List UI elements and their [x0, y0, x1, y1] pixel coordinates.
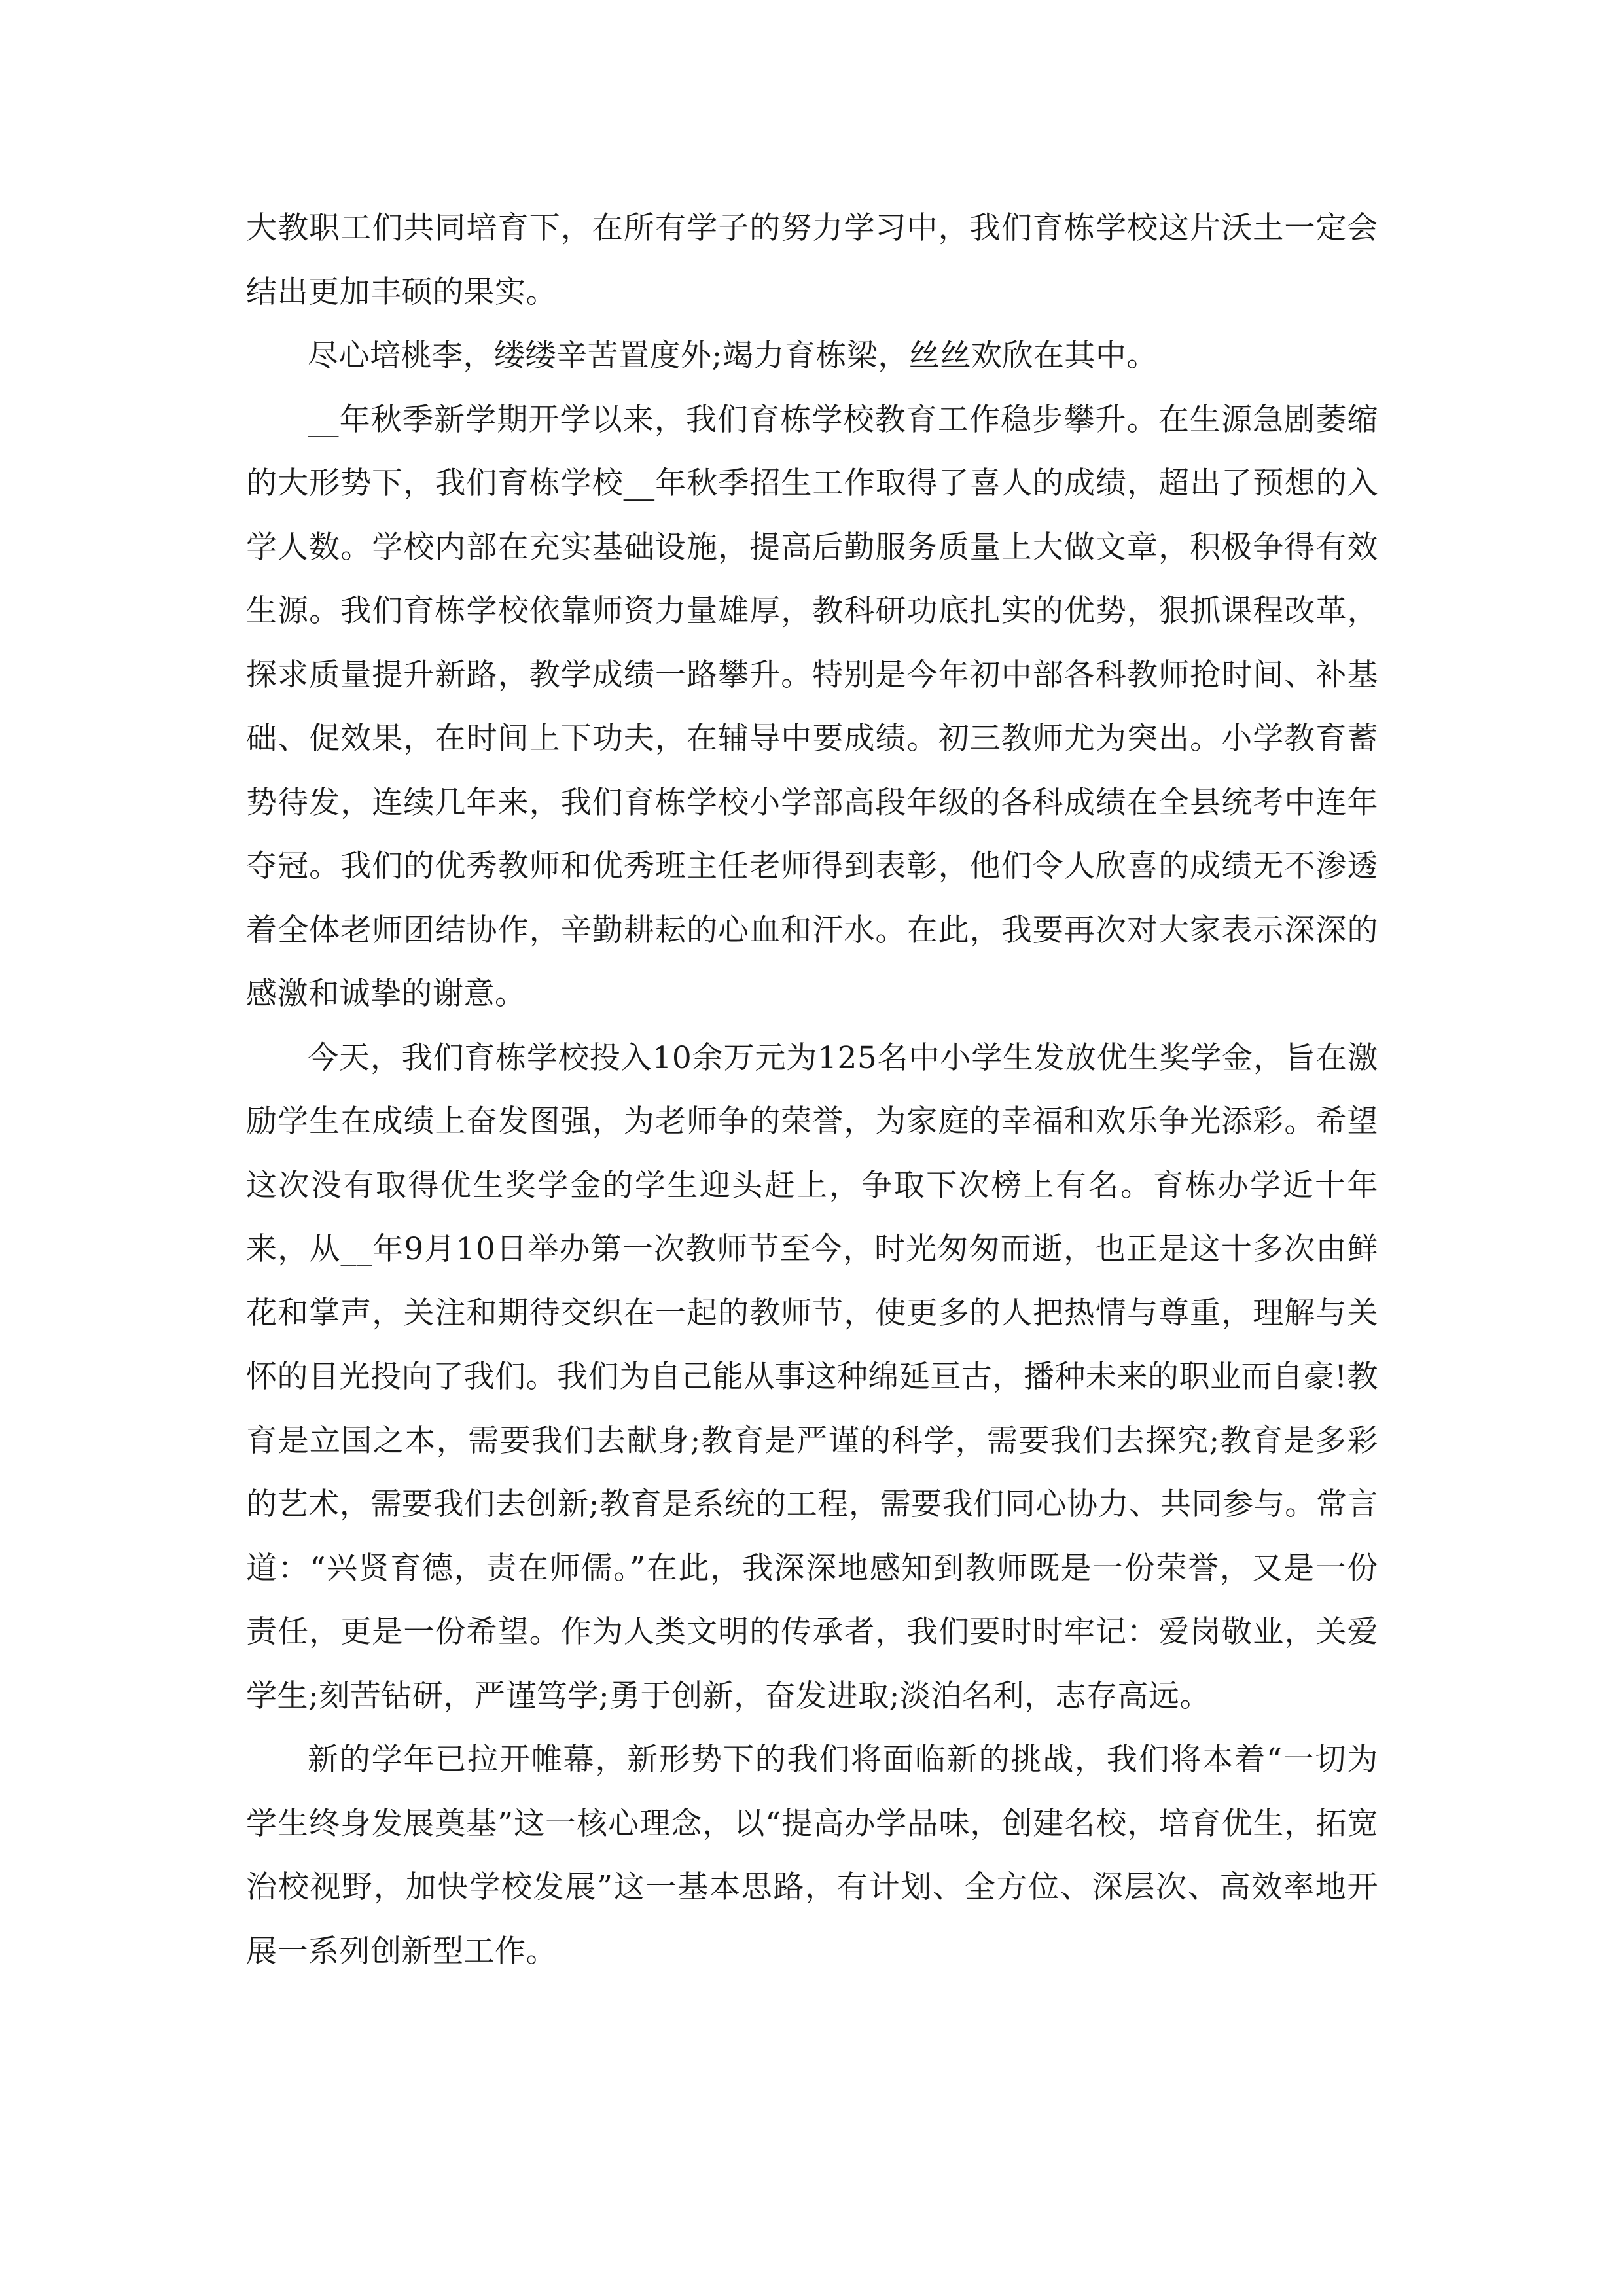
paragraph-5: 新的学年已拉开帷幕，新形势下的我们将面临新的挑战，我们将本着“一切为学生终身发展奠基”这一核心理念，以“提高办学品味，创建名校，培育优生，拓宽治校视野，加快学校发展”这一基本思路，有计划、全方位、深层次、高效率地开展一系列创新型工作。 [246, 1742, 1378, 1969]
paragraph-3: __年秋季新学期开学以来，我们育栋学校教育工作稳步攀升。在生源急剧萎缩的大形势下，我们育栋学校__年秋季招生工作取得了喜人的成绩，超出了预想的入学人数。学校内部在充实基础设施，提高后勤服务质量上大做文章，积极争得有效生源。我们育栋学校依靠师资力量雄厚，教科研功底扎实的优势，狠抓课程改革，探求质量提升新路，教学成绩一路攀升。特别是今年初中部各科教师抢时间、补基础、促效果，在时间上下功夫，在辅导中要成绩。初三教师尤为突出。小学教育蓄势待发，连续几年来，我们育栋学校小学部高段年级的各科成绩在全县统考中连年夺冠。我们的优秀教师和优秀班主任老师得到表彰，他们令人欣喜的成绩无不渗透着全体老师团结协作，辛勤耕耘的心血和汗水。在此，我要再次对大家表示深深的感激和诚挚的谢意。 [246, 401, 1378, 1012]
paragraph-1: 大教职工们共同培育下，在所有学子的努力学习中，我们育栋学校这片沃土一定会结出更加丰硕的果实。 [246, 210, 1378, 310]
paragraph-4: 今天，我们育栋学校投入10余万元为125名中小学生发放优生奖学金，旨在激励学生在成绩上奋发图强，为老师争的荣誉，为家庭的幸福和欢乐争光添彩。希望这次没有取得优生奖学金的学生迎头赶上，争取下次榜上有名。育栋办学近十年来，从__年9月10日举办第一次教师节至今，时光匆匆而逝，也正是这十多次由鲜花和掌声，关注和期待交织在一起的教师节，使更多的人把热情与尊重，理解与关怀的目光投向了我们。我们为自己能从事这种绵延亘古，播种未来的职业而自豪!教育是立国之本，需要我们去献身;教育是严谨的科学，需要我们去探究;教育是多彩的艺术，需要我们去创新;教育是系统的工程，需要我们同心协力、共同参与。常言道：“兴贤育德，责在师儒。”在此，我深深地感知到教师既是一份荣誉，又是一份责任，更是一份希望。作为人类文明的传承者，我们要时时牢记：爱岗敬业，关爱学生;刻苦钻研，严谨笃学;勇于创新，奋发进取;淡泊名利，志存高远。 [246, 1039, 1378, 1714]
paragraph-2: 尽心培桃李，缕缕辛苦置度外;竭力育栋梁，丝丝欢欣在其中。 [308, 338, 1158, 374]
document-body [246, 196, 1378, 1983]
